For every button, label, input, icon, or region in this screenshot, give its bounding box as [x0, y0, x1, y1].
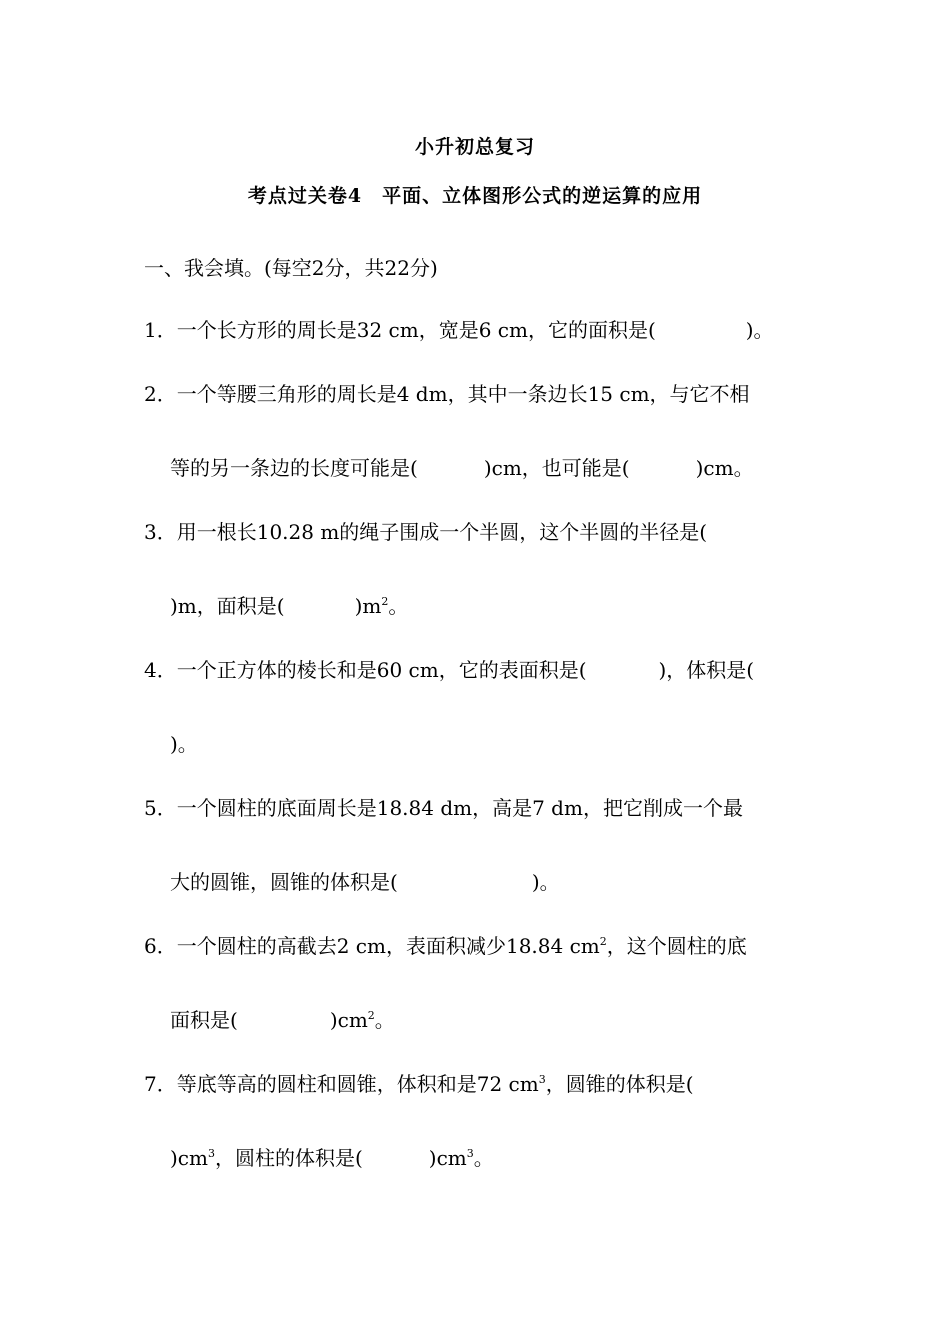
question-text: )。	[170, 732, 198, 756]
page-subtitle: 考点过关卷4 平面、立体图形公式的逆运算的应用	[247, 185, 703, 207]
question-text: 1．一个长方形的周长是32 cm，宽是6 cm，它的面积是(	[144, 318, 656, 342]
question-6-continued	[170, 1006, 395, 1034]
question-text: )cm	[329, 1008, 368, 1032]
exponent: 3	[207, 1147, 215, 1160]
exponent: 2	[381, 595, 389, 608]
question-text: ，这个圆柱的底	[606, 934, 747, 958]
question-text: )。	[531, 870, 560, 894]
question-1	[144, 316, 774, 344]
question-text: )cm。	[695, 456, 754, 480]
question-text: )。	[745, 318, 774, 342]
question-4	[144, 656, 754, 684]
question-text: 。	[473, 1146, 494, 1170]
question-text: )m	[354, 594, 382, 618]
question-text: 4．一个正方体的棱长和是60 cm，它的表面积是(	[144, 658, 587, 682]
question-text: 6．一个圆柱的高截去2 cm，表面积减少18.84 cm	[144, 934, 600, 958]
question-7-continued	[170, 1144, 494, 1172]
question-4-continued	[170, 730, 198, 758]
question-text: )m，面积是(	[170, 594, 285, 618]
question-text: ，圆柱的体积是(	[214, 1146, 363, 1170]
exponent: 2	[599, 935, 607, 948]
exponent: 3	[466, 1147, 474, 1160]
question-text: )，体积是(	[658, 658, 755, 682]
question-text: )cm	[170, 1146, 208, 1170]
section-heading: 一、我会填。(每空2分，共22分)	[144, 256, 438, 280]
question-text: 。	[374, 1008, 395, 1032]
page-title: 小升初总复习	[414, 136, 535, 158]
question-text: 等的另一条边的长度可能是(	[170, 456, 418, 480]
question-2-continued	[170, 454, 754, 482]
question-text: 。	[388, 594, 409, 618]
question-text: ，圆锥的体积是(	[545, 1072, 694, 1096]
question-text: 面积是(	[170, 1008, 238, 1032]
question-2: 2．一个等腰三角形的周长是4 dm，其中一条边长15 cm，与它不相	[144, 382, 750, 406]
question-text: 大的圆锥，圆锥的体积是(	[170, 870, 398, 894]
question-5-continued	[170, 868, 560, 896]
question-6	[144, 932, 747, 960]
exponent: 3	[538, 1073, 546, 1086]
question-3	[144, 518, 717, 546]
question-text: )cm，也可能是(	[483, 456, 630, 480]
exponent: 2	[367, 1009, 375, 1022]
question-text: 7．等底等高的圆柱和圆锥，体积和是72 cm	[144, 1072, 539, 1096]
question-7	[144, 1070, 694, 1098]
question-5: 5．一个圆柱的底面周长是18.84 dm，高是7 dm，把它削成一个最	[144, 796, 743, 820]
question-3-continued	[170, 592, 408, 620]
question-text: )cm	[428, 1146, 467, 1170]
question-text: 3．用一根长10.28 m的绳子围成一个半圆，这个半圆的半径是(	[144, 520, 708, 544]
